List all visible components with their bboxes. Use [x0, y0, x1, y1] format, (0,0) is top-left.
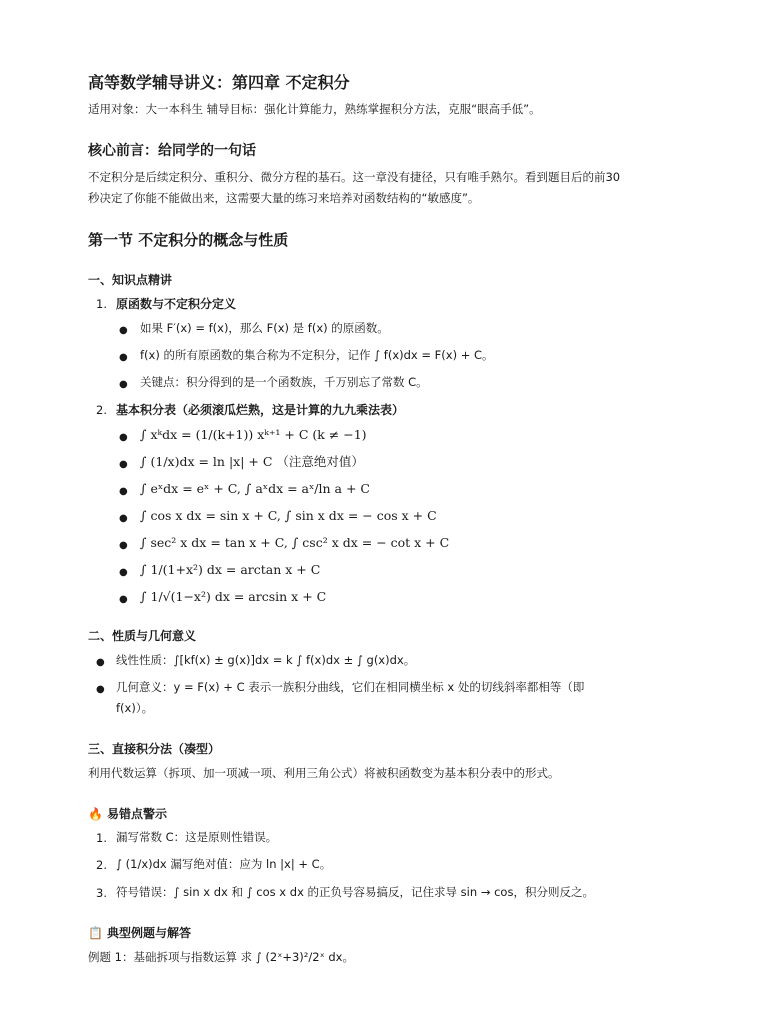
bullet-dot: ● — [96, 657, 105, 668]
examples-heading-row — [88, 925, 191, 941]
bullet-dot: ● — [119, 325, 128, 336]
preface-heading: 核心前言：给同学的一句话 — [88, 143, 256, 159]
geometric-meaning-line-1: 几何意义：y = F(x) + C 表示一族积分曲线，它们在相同横坐标 x 处的切线斜率都相等（即 — [116, 680, 585, 694]
meta-line: 适用对象：大一本科生 辅导目标：强化计算能力，熟练掌握积分方法，克服“眼高手低”。 — [88, 102, 541, 116]
examples-heading: 典型例题与解答 — [106, 926, 191, 940]
part2-heading: 二、性质与几何意义 — [88, 629, 197, 643]
pitfalls-heading-row — [88, 806, 167, 822]
formula-arctan: ∫ 1/(1+x²) dx = arctan x + C — [140, 562, 321, 577]
bullet-dot: ● — [119, 459, 128, 470]
formula-reciprocal: ∫ (1/x)dx = ln |x| + C （注意绝对值） — [140, 454, 364, 469]
section-heading: 第一节 不定积分的概念与性质 — [88, 231, 289, 249]
item2-title: 基本积分表（必须滚瓜烂熟，这是计算的九九乘法表） — [116, 403, 405, 417]
bullet-dot: ● — [119, 432, 128, 443]
formula-exponential: ∫ eˣdx = eˣ + C, ∫ aˣdx = aˣ/ln a + C — [140, 481, 370, 496]
item1-title: 原函数与不定积分定义 — [116, 297, 237, 311]
pitfall-item-3: 符号错误：∫ sin x dx 和 ∫ cos x dx 的正负号容易搞反，记住求导 sin → cos，积分则反之。 — [116, 885, 594, 899]
part3-text: 利用代数运算（拆项、加一项减一项、利用三角公式）将被积函数变为基本积分表中的形式。 — [88, 766, 560, 780]
formula-trig-1: ∫ cos x dx = sin x + C, ∫ sin x dx = − cos x + C — [140, 508, 437, 523]
item1-bullet-3: 关键点：积分得到的是一个函数族，千万别忘了常数 C。 — [140, 375, 428, 389]
item2-number: 2. — [96, 403, 107, 417]
pitfalls-heading: 易错点警示 — [106, 807, 167, 821]
item1-bullet-2: f(x) 的所有原函数的集合称为不定积分，记作 ∫ f(x)dx = F(x) + C。 — [140, 348, 494, 362]
page-title: 高等数学辅导讲义：第四章 不定积分 — [88, 73, 350, 92]
bullet-dot: ● — [119, 352, 128, 363]
formula-trig-2: ∫ sec² x dx = tan x + C, ∫ csc² x dx = − cot x + C — [140, 535, 450, 550]
fire-icon: 🔥 — [88, 807, 103, 821]
linearity-property: 线性性质：∫[kf(x) ± g(x)]dx = k ∫ f(x)dx ± ∫ g(x)dx。 — [116, 653, 416, 667]
clipboard-icon: 📋 — [88, 926, 103, 940]
bullet-dot: ● — [96, 684, 105, 695]
pitfall-item-2: ∫ (1/x)dx 漏写绝对值：应为 ln |x| + C。 — [116, 857, 332, 871]
preface-line-1: 不定积分是后续定积分、重积分、微分方程的基石。这一章没有捷径，只有唯手熟尔。看到题目后的前30 — [88, 170, 621, 184]
pitfall-number: 2. — [96, 858, 107, 872]
formula-power: ∫ xᵏdx = (1/(k+1)) xᵏ⁺¹ + C (k ≠ −1) — [140, 427, 367, 442]
item1-bullet-1: 如果 F′(x) = f(x)，那么 F(x) 是 f(x) 的原函数。 — [140, 321, 389, 335]
pitfall-item-1: 漏写常数 C：这是原则性错误。 — [116, 830, 278, 844]
geometric-meaning-line-2: f(x)）。 — [116, 701, 154, 715]
bullet-dot: ● — [119, 540, 128, 551]
pitfall-number: 3. — [96, 886, 107, 900]
part3-heading: 三、直接积分法（凑型） — [88, 742, 221, 756]
formula-arcsin: ∫ 1/√(1−x²) dx = arcsin x + C — [140, 589, 327, 604]
pitfall-number: 1. — [96, 831, 107, 845]
bullet-dot: ● — [119, 379, 128, 390]
bullet-dot: ● — [119, 594, 128, 605]
item1-number: 1. — [96, 297, 107, 311]
bullet-dot: ● — [119, 486, 128, 497]
preface-line-2: 秒决定了你能不能做出来，这需要大量的练习来培养对函数结构的“敏感度”。 — [88, 191, 480, 205]
example-1: 例题 1：基础拆项与指数运算 求 ∫ (2ˣ+3)²/2ˣ dx。 — [88, 950, 354, 964]
bullet-dot: ● — [119, 513, 128, 524]
part1-heading: 一、知识点精讲 — [88, 273, 173, 287]
bullet-dot: ● — [119, 567, 128, 578]
